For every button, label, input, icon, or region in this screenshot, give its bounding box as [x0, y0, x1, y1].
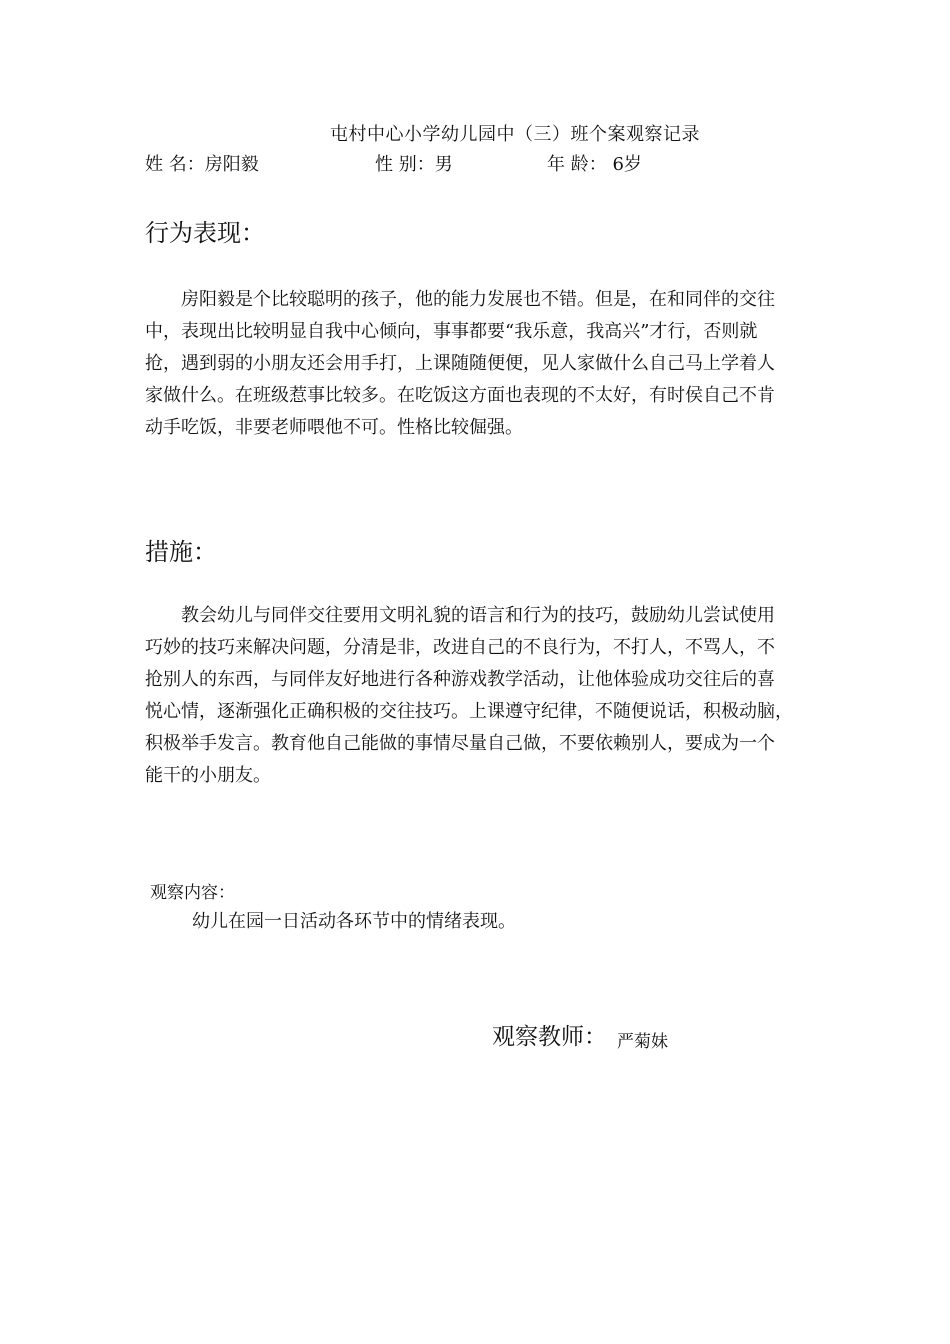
measures-line: 能干的小朋友。: [145, 765, 271, 786]
teacher-name: 严菊妹: [617, 1032, 668, 1052]
student-gender: 性 别：男: [375, 154, 453, 175]
behavior-line: 动手吃饭，非要老师喂他不可。性格比较倔强。: [145, 417, 523, 438]
student-age: 年 龄： 6岁: [547, 154, 642, 175]
teacher-label: 观察教师：: [492, 1024, 607, 1050]
measures-line: 巧妙的技巧来解决问题，分清是非，改进自己的不良行为，不打人，不骂人，不: [145, 637, 775, 658]
observation-label: 观察内容：: [150, 883, 235, 903]
measures-line: 抢别人的东西，与同伴友好地进行各种游戏教学活动，让他体验成功交往后的喜: [145, 669, 775, 690]
measures-heading: 措施：: [145, 538, 217, 566]
behavior-heading: 行为表现：: [145, 219, 265, 247]
behavior-line: 房阳毅是个比较聪明的孩子，他的能力发展也不错。但是，在和同伴的交往: [145, 289, 775, 310]
document-title: 屯村中心小学幼儿园中（三）班个案观察记录: [330, 124, 700, 145]
behavior-paragraph: [145, 284, 809, 444]
measures-line: 积极举手发言。教育他自己能做的事情尽量自己做，不要依赖别人，要成为一个: [145, 733, 775, 754]
behavior-line: 中，表现出比较明显自我中心倾向，事事都要“我乐意，我高兴”才行，否则就: [145, 321, 758, 342]
observation-content: 幼儿在园一日活动各环节中的情绪表现。: [192, 911, 516, 932]
measures-line: 教会幼儿与同伴交往要用文明礼貌的语言和行为的技巧，鼓励幼儿尝试使用: [145, 605, 775, 626]
behavior-line: 家做什么。在班级惹事比较多。在吃饭这方面也表现的不太好，有时侯自己不肯: [145, 385, 775, 406]
student-name: 姓 名：房阳毅: [145, 154, 259, 175]
behavior-line: 抢，遇到弱的小朋友还会用手打，上课随随便便，见人家做什么自己马上学着人: [145, 353, 775, 374]
measures-paragraph: [145, 600, 809, 792]
measures-line: 悦心情，逐渐强化正确积极的交往技巧。上课遵守纪律，不随便说话，积极动脑，: [145, 701, 793, 722]
